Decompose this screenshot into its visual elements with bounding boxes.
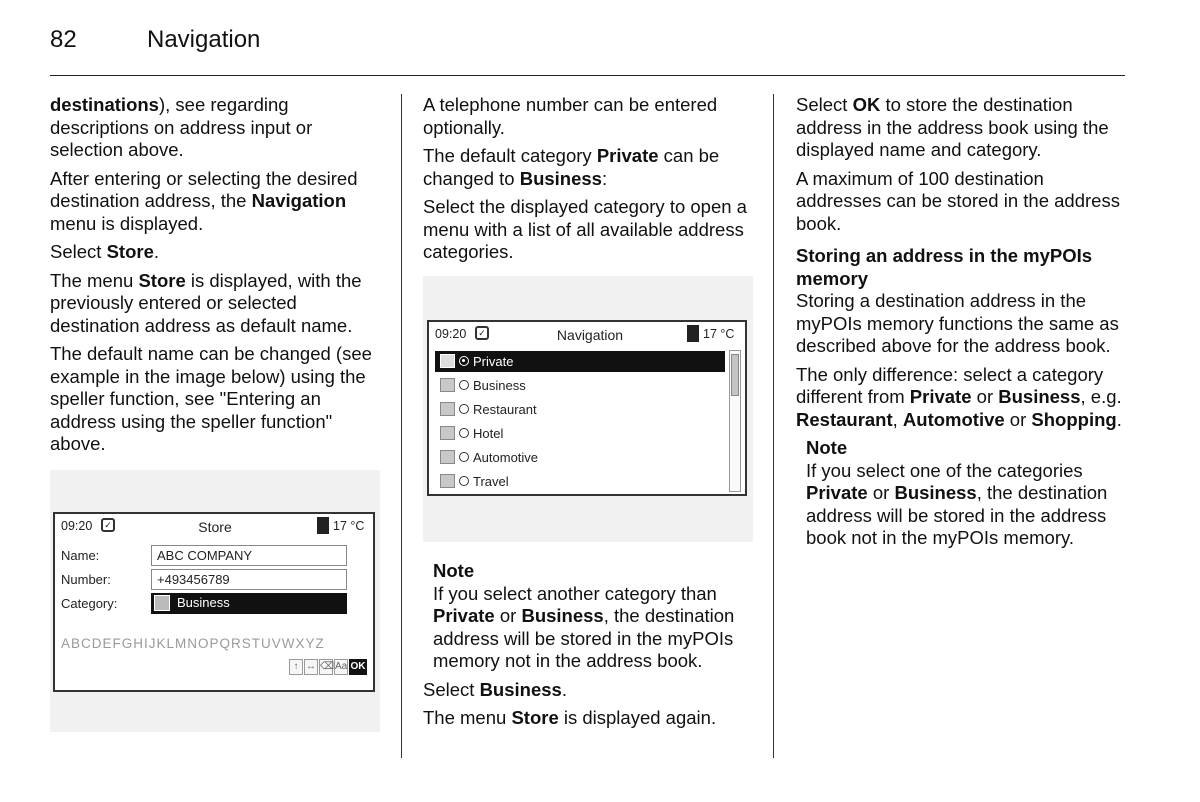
clock-time: 09:20 (435, 327, 467, 341)
paragraph: Select Store. (50, 241, 159, 262)
temperature: 17 °C (703, 327, 735, 341)
category-item-travel[interactable] (435, 471, 725, 492)
paragraph: A telephone number can be entered optionally. (423, 94, 718, 138)
category-label: Restaurant (473, 402, 537, 417)
radio-selected-icon (459, 356, 469, 366)
store-screen (53, 512, 375, 692)
category-label: Travel (473, 474, 509, 489)
category-item-hotel[interactable] (435, 423, 725, 444)
paragraph: The default name can be changed (see example in the image below) using the speller function, see "Entering an address using the speller function" above. (50, 343, 372, 454)
note-text: If you select another category than Private or Business, the destination address will be stored in the myPOIs memory not in the address book. (433, 582, 735, 671)
category-label: Business (473, 378, 526, 393)
shift-key[interactable]: ↑ (289, 659, 303, 675)
note-text: If you select one of the categories Private or Business, the destination address will be stored in the address book not in the myPOIs memory. (806, 459, 1108, 548)
delete-key[interactable]: ⌫ (319, 659, 333, 675)
category-item-business[interactable] (435, 375, 725, 396)
radio-icon (459, 404, 469, 414)
status-bar (429, 322, 745, 348)
restaurant-icon (440, 402, 455, 416)
scrollbar[interactable] (729, 350, 741, 492)
column-2-lower (423, 560, 755, 736)
paragraph: The menu Store is displayed, with the previously entered or selected destination address as default name. (50, 269, 362, 336)
category-field[interactable] (151, 593, 347, 614)
page-number: 82 (50, 26, 77, 53)
paragraph: The default category Private can be changed to Business: (423, 145, 720, 189)
column-2 (423, 94, 755, 270)
thermometer-icon (317, 517, 329, 534)
name-label: Name: (61, 548, 100, 563)
category-item-automotive[interactable] (435, 447, 725, 468)
travel-icon (440, 474, 455, 488)
number-field[interactable]: +493456789 (151, 569, 347, 590)
screen-title: Store (198, 519, 232, 535)
radio-icon (459, 452, 469, 462)
note-title: Note (806, 437, 848, 458)
category-label: Private (473, 354, 514, 369)
category-label: Hotel (473, 426, 504, 441)
business-category-icon (154, 595, 170, 611)
category-item-restaurant[interactable] (435, 399, 725, 420)
column-3 (796, 94, 1128, 556)
business-icon (440, 378, 455, 392)
thermometer-icon (687, 325, 699, 342)
temperature: 17 °C (333, 519, 365, 533)
radio-icon (459, 476, 469, 486)
cursor-key[interactable]: ↔ (304, 659, 318, 675)
column-divider (401, 94, 402, 758)
paragraph: The only difference: select a category different from Private or Business, e.g. Restaurant, Automotive or Shopping. (796, 363, 1122, 430)
note-title: Note (433, 560, 475, 581)
hotel-icon (440, 426, 455, 440)
paragraph: Select Business. (423, 678, 567, 700)
case-key[interactable]: Aa (334, 659, 348, 675)
section-title: Navigation (147, 26, 261, 53)
category-value: Business (177, 595, 230, 610)
screen-title: Navigation (556, 327, 624, 343)
note-block (433, 560, 755, 673)
paragraph: destinations), see regarding descriptions on address input or selection above. (50, 94, 313, 160)
private-icon (440, 354, 455, 368)
automotive-icon (440, 450, 455, 464)
name-field[interactable]: ABC COMPANY (151, 545, 347, 566)
status-bar (55, 514, 373, 540)
category-item-private[interactable] (435, 351, 725, 372)
note-block (806, 437, 1128, 550)
store-screen-image (50, 470, 380, 732)
paragraph: A maximum of 100 destination addresses can be stored in the address book. (796, 167, 1120, 234)
navigation-screen (427, 320, 747, 496)
number-label: Number: (61, 572, 111, 587)
paragraph: Select the displayed category to open a menu with a list of all available address categories. (423, 196, 747, 262)
header-rule (50, 75, 1125, 76)
paragraph: Storing a destination address in the myPOIs memory functions the same as described above for the address book. (796, 290, 1119, 356)
paragraph: After entering or selecting the desired destination address, the Navigation menu is displayed. (50, 167, 358, 234)
category-label: Category: (61, 596, 118, 611)
scrollbar-thumb[interactable] (731, 354, 739, 396)
clock-time: 09:20 (61, 519, 93, 533)
column-1 (50, 94, 382, 462)
radio-icon (459, 380, 469, 390)
clock-icon: ✓ (475, 326, 489, 340)
speller-keys (289, 659, 367, 675)
paragraph: The menu Store is displayed again. (423, 707, 717, 728)
paragraph: Select OK to store the destination address in the address book using the displayed name and category. (796, 94, 1109, 160)
radio-icon (459, 428, 469, 438)
column-divider (773, 94, 774, 758)
category-label: Automotive (473, 450, 539, 465)
ok-button[interactable]: OK (349, 659, 367, 675)
subheading: Storing an address in the myPOIs memory (796, 245, 1093, 289)
clock-icon: ✓ (101, 518, 115, 532)
navigation-screen-image (423, 276, 753, 542)
speller-alphabet[interactable]: ABCDEFGHIJKLMNOPQRSTUVWXYZ (61, 636, 325, 651)
